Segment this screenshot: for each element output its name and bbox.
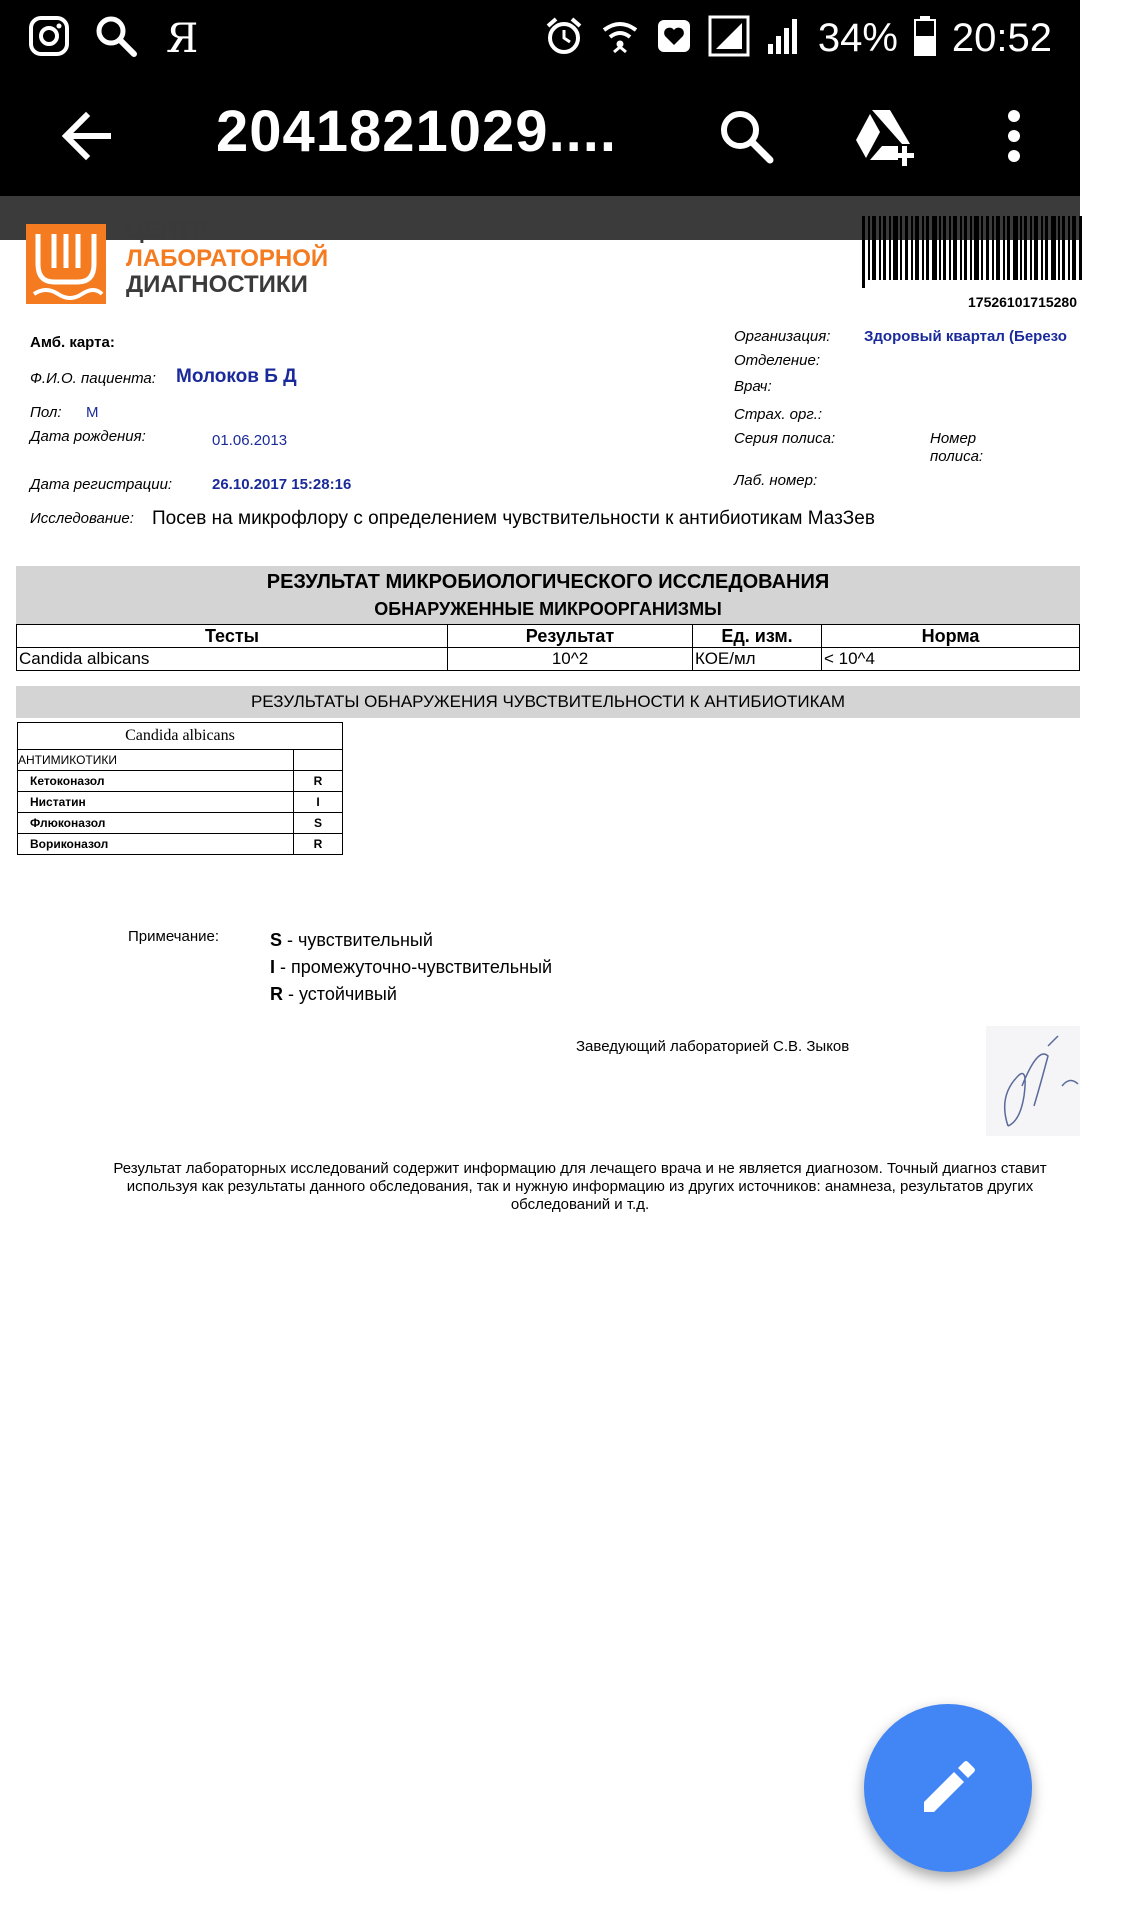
drive-add-icon[interactable] [852,106,922,166]
barcode-number: 17526101715280 [968,294,1078,310]
note-r-key: R [270,984,283,1004]
status-bar [0,0,1080,76]
table-row [18,771,343,792]
lab-logo [26,217,329,304]
logo-line-1: ЦЕНТР [126,217,208,244]
organization-value: Здоровый квартал (Березо [864,328,1067,345]
registration-date-value: 26.10.2017 15:28:16 [212,476,352,493]
table-row [17,648,1080,671]
barcode [862,216,1092,288]
app-bar [0,76,1080,196]
note-s-text: - чувствительный [282,930,433,950]
battery-icon [914,16,936,61]
search-icon[interactable] [716,106,776,166]
note-i-key: I [270,957,276,977]
note-s-line [270,930,433,951]
lab-number-label: Лаб. номер: [734,472,818,489]
drug-name: Флюконазол [18,813,294,834]
disclaimer-line-3: обследований и т.д. [510,1196,650,1213]
sensitivity-title: РЕЗУЛЬТАТЫ ОБНАРУЖЕНИЯ ЧУВСТВИТЕЛЬНОСТИ К АНТИБИОТИКАМ [16,686,1080,718]
table-cell: < 10^4 [822,648,1080,671]
found-microorganisms-title: ОБНАРУЖЕННЫЕ МИКРООРГАНИЗМЫ [374,599,722,619]
document-title: 2041821029.... [216,99,618,164]
logo-line-3: ДИАГНОСТИКИ [126,271,308,298]
wifi-icon [600,16,640,61]
disclaimer-line-1: Результат лабораторных исследований содержит информацию для лечащего врача и не является диагнозом. Точный диагноз ставит [113,1160,1047,1177]
note-i-line [270,957,552,978]
drug-name: Кетоконазол [18,771,294,792]
birth-date-label: Дата рождения: [30,428,146,445]
more-vert-icon[interactable] [1002,106,1026,166]
disclaimer-line-2: используя как результаты данного обследования, так и нужную информацию из других источников: анамнеза, результатов других [126,1178,1034,1195]
organism-header: Candida albicans [18,723,343,750]
drug-result: R [294,834,343,855]
column-header: Норма [822,625,1080,648]
policy-series-label: Серия полиса: [734,430,836,447]
clock: 20:52 [951,15,1052,60]
patient-name: Молоков Б Д [176,366,297,387]
drug-result: I [294,792,343,813]
yandex-icon: Я [166,15,199,62]
note-i-text: - промежуточно-чувствительный [275,957,553,977]
lab-logo-mark [26,224,106,304]
patient-label: Ф.И.О. пациента: [30,370,156,387]
note-r-line [270,984,397,1005]
group-label: АНТИМИКОТИКИ [18,750,294,771]
head-of-lab: Заведующий лабораторией С.В. Зыков [576,1038,850,1055]
drug-result: R [294,771,343,792]
note-s-key: S [270,930,283,950]
logo-line-2: ЛАБОРАТОРНОЙ [126,245,329,272]
column-header: Результат [448,625,693,648]
column-header: Ед. изм. [693,625,822,648]
disclaimer [30,1160,1130,1214]
drug-name: Нистатин [18,792,294,813]
table-row [18,834,343,855]
table-header-row [17,625,1080,648]
insurer-label: Страх. орг.: [734,406,823,423]
table-cell: Candida albicans [17,648,448,671]
result-header-band [16,566,1080,624]
edit-pencil-icon [918,1758,978,1818]
table-cell [294,750,343,771]
organization-label: Организация: [734,328,831,345]
birth-date-value: 01.06.2013 [212,432,288,449]
battery-percent: 34% [817,15,898,60]
note-label: Примечание: [128,928,219,945]
study-label: Исследование: [30,510,134,527]
table-row [18,813,343,834]
instagram-icon [28,15,70,62]
signal-icon [708,15,750,62]
drug-name: Вориконазол [18,834,294,855]
table-cell: 10^2 [448,648,693,671]
table-header-row [18,723,343,750]
alarm-icon [544,16,584,61]
column-header: Тесты [17,625,448,648]
edit-button[interactable] [864,1704,1032,1872]
policy-number-label: Номер полиса: [930,430,984,465]
signal-icon [766,16,802,61]
drug-result: S [294,813,343,834]
document-page [0,217,1080,1920]
signature-image [978,1026,1080,1136]
study-value: Посев на микрофлору с определением чувствительности к антибиотикам МазЗев [152,508,875,529]
sex-value: М [86,404,99,421]
amb-card-label: Амб. карта: [30,334,115,351]
department-label: Отделение: [734,352,821,369]
back-arrow-icon[interactable] [56,106,116,166]
registration-date-label: Дата регистрации: [30,476,173,493]
sex-label: Пол: [30,404,62,421]
heart-box-icon [656,18,692,59]
table-row [18,792,343,813]
result-table [16,624,1080,671]
search-icon [94,14,138,63]
sensitivity-table [17,722,343,855]
table-cell: КОЕ/мл [693,648,822,671]
doctor-label: Врач: [734,378,772,395]
result-title: РЕЗУЛЬТАТ МИКРОБИОЛОГИЧЕСКОГО ИССЛЕДОВАНИЯ [266,571,830,593]
note-r-text: - устойчивый [283,984,397,1004]
table-row [18,750,343,771]
